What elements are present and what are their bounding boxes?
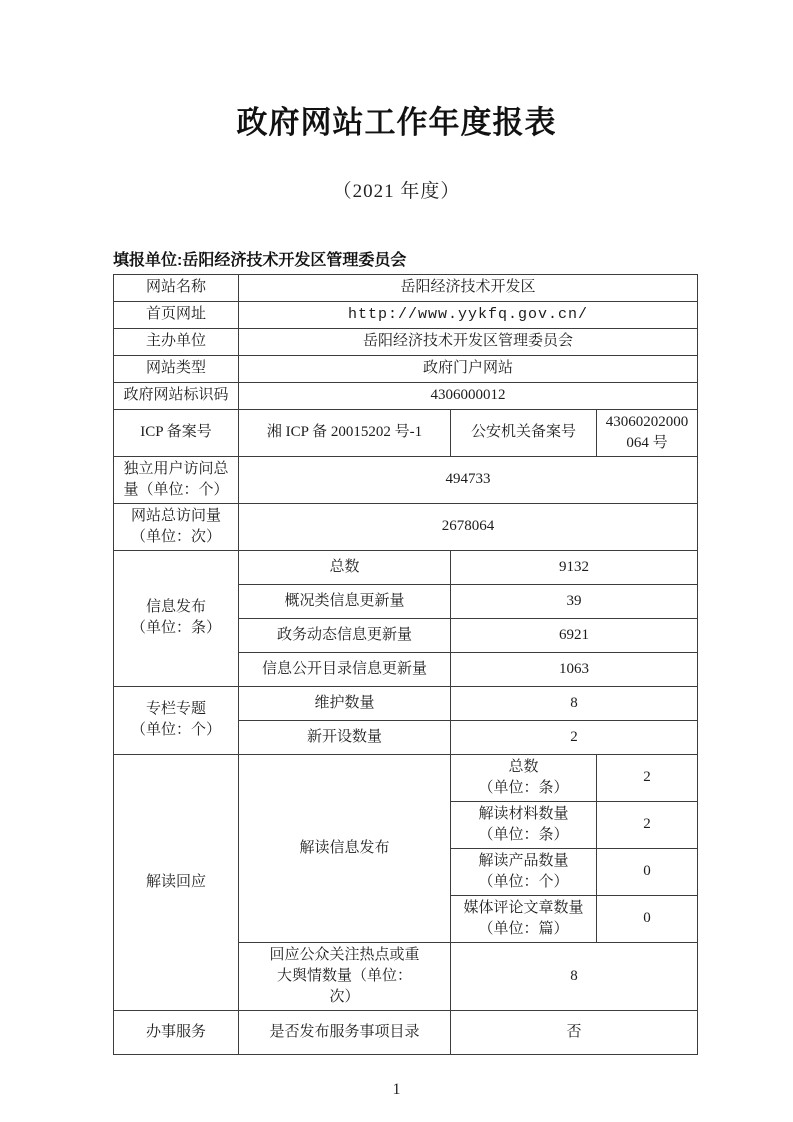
row-site-id-code [114, 382, 698, 409]
row-website-type [114, 355, 698, 382]
section-label: 信息发布 [145, 599, 206, 616]
cell-value: 2 [597, 754, 698, 801]
page-title: 政府网站工作年度报表 [236, 105, 557, 140]
cell-label [451, 848, 597, 895]
row-interpretation-total [114, 754, 698, 801]
page-subtitle: （2021 年度） [332, 180, 461, 202]
row-info-publish-total [114, 550, 698, 584]
cell-value: 39 [451, 584, 698, 618]
row-homepage-url [114, 301, 698, 328]
cell-label: 政务动态信息更新量 [239, 618, 451, 652]
cell-police-label: 公安机关备案号 [451, 409, 597, 456]
metric-unit: （单位：个） [478, 873, 569, 890]
cell-value: 2 [451, 720, 698, 754]
cell-label [451, 895, 597, 942]
cell-value: 岳阳经济技术开发区管理委员会 [239, 328, 698, 355]
cell-url-value: http://www.yykfq.gov.cn/ [239, 301, 698, 328]
row-host-unit [114, 328, 698, 355]
metric-unit: （单位：条） [478, 826, 569, 843]
response-label: 回应公众关注热点或重大舆情数量（单位：次） [269, 946, 420, 1005]
page-number: 1 [392, 1080, 401, 1098]
cell-icp-value: 湘 ICP 备 20015202 号-1 [239, 409, 451, 456]
cell-interpretation-publish: 解读信息发布 [239, 754, 451, 942]
annual-report-table [113, 274, 698, 1055]
cell-value: 政府门户网站 [239, 355, 698, 382]
cell-value: 1063 [451, 652, 698, 686]
row-unique-visitors [114, 456, 698, 503]
cell-label: 网站总访问量（单位：次） [114, 503, 239, 550]
cell-value: 否 [451, 1010, 698, 1054]
metric-unit: （单位：篇） [478, 920, 569, 937]
cell-value: 8 [451, 686, 698, 720]
cell-icp-label: ICP 备案号 [114, 409, 239, 456]
cell-value: 0 [597, 848, 698, 895]
metric-label: 解读材料数量 [478, 805, 569, 822]
metric-label: 媒体评论文章数量 [463, 899, 584, 916]
cell-label [451, 754, 597, 801]
cell-label: 主办单位 [114, 328, 239, 355]
metric-label: 总数 [508, 758, 539, 775]
section-unit: （单位：个） [130, 722, 221, 739]
cell-value: 2 [597, 801, 698, 848]
cell-label: 首页网址 [114, 301, 239, 328]
cell-value: 0 [597, 895, 698, 942]
cell-section-info-publish [114, 550, 239, 686]
cell-section-special-columns [114, 686, 239, 754]
cell-label: 信息公开目录信息更新量 [239, 652, 451, 686]
cell-label [451, 801, 597, 848]
cell-label: 政府网站标识码 [114, 382, 239, 409]
cell-label: 网站名称 [114, 274, 239, 301]
cell-label: 概况类信息更新量 [239, 584, 451, 618]
metric-label: 解读产品数量 [478, 852, 569, 869]
cell-value: 9132 [451, 550, 698, 584]
cell-label: 独立用户访问总量（单位：个） [114, 456, 239, 503]
cell-value: 4306000012 [239, 382, 698, 409]
row-icp-record [114, 409, 698, 456]
row-website-name [114, 274, 698, 301]
reporting-unit-line: 填报单位:岳阳经济技术开发区管理委员会 [113, 251, 407, 269]
section-unit: （单位：条） [130, 620, 221, 637]
cell-value: 岳阳经济技术开发区 [239, 274, 698, 301]
cell-value: 6921 [451, 618, 698, 652]
row-total-visits [114, 503, 698, 550]
cell-section-interpretation: 解读回应 [114, 754, 239, 1010]
cell-value: 2678064 [239, 503, 698, 550]
cell-label: 维护数量 [239, 686, 451, 720]
row-services-directory [114, 1010, 698, 1054]
cell-label: 网站类型 [114, 355, 239, 382]
cell-label: 总数 [239, 550, 451, 584]
cell-label: 是否发布服务事项目录 [239, 1010, 451, 1054]
cell-label: 新开设数量 [239, 720, 451, 754]
metric-unit: （单位：条） [478, 779, 569, 796]
cell-value: 8 [451, 942, 698, 1010]
section-label: 专栏专题 [145, 701, 206, 718]
cell-value: 494733 [239, 456, 698, 503]
row-columns-maintained [114, 686, 698, 720]
cell-section-services: 办事服务 [114, 1010, 239, 1054]
cell-police-value: 43060202000064 号 [597, 409, 698, 456]
cell-label [239, 942, 451, 1010]
